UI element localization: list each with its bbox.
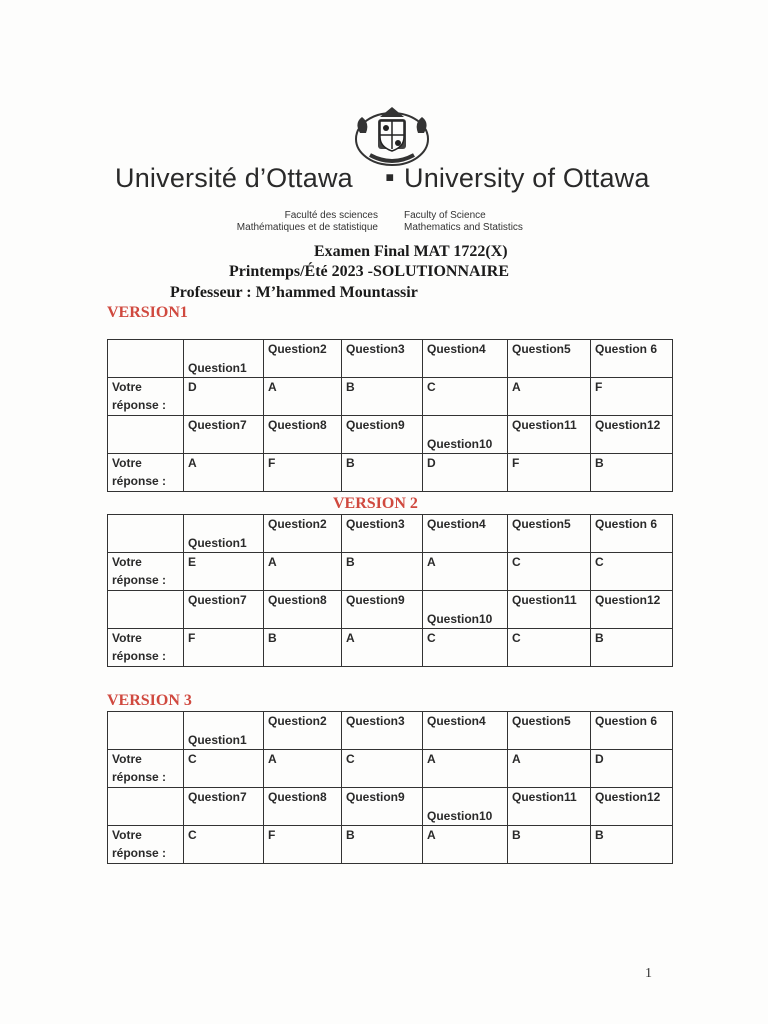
answer-cell: F (508, 454, 591, 492)
question-header: Question2 (264, 340, 342, 378)
question-header: Question4 (423, 712, 508, 750)
university-name-en: University of Ottawa (404, 163, 650, 193)
table-row (108, 378, 673, 416)
answer-cell: B (508, 826, 591, 864)
answer-cell: B (264, 629, 342, 667)
question-header: Question 6 (591, 340, 673, 378)
table-row (108, 454, 673, 492)
answer-cell: C (508, 553, 591, 591)
answer-cell: A (423, 553, 508, 591)
empty-cell (108, 591, 184, 629)
question-header: Question4 (423, 340, 508, 378)
answer-cell: D (184, 378, 264, 416)
question-header: Question7 (184, 788, 264, 826)
answer-cell: C (184, 826, 264, 864)
table-row (108, 416, 673, 454)
answer-cell: B (591, 454, 673, 492)
question-header: Question11 (508, 591, 591, 629)
answer-cell: B (591, 629, 673, 667)
answer-cell: A (423, 826, 508, 864)
question-header: Question12 (591, 788, 673, 826)
exam-title: Examen Final MAT 1722(X) (314, 243, 508, 260)
table-row (108, 750, 673, 788)
question-header: Question 6 (591, 515, 673, 553)
row-label: Votre réponse : (108, 826, 184, 864)
answer-cell: D (423, 454, 508, 492)
university-crest-icon (350, 103, 434, 171)
question-header: Question3 (342, 515, 423, 553)
faculty-en-line2: Mathematics and Statistics (404, 222, 523, 233)
question-header: Question8 (264, 416, 342, 454)
answer-cell: C (508, 629, 591, 667)
row-label: Votre réponse : (108, 750, 184, 788)
question-header: Question1 (184, 515, 264, 553)
page-number: 1 (645, 966, 652, 981)
answer-cell: B (342, 826, 423, 864)
exam-term: Printemps/Été 2023 -SOLUTIONNAIRE (229, 263, 510, 280)
answer-cell: F (591, 378, 673, 416)
question-header: Question10 (423, 416, 508, 454)
separator: ▪ (385, 162, 395, 192)
answer-cell: B (342, 378, 423, 416)
question-header: Question7 (184, 416, 264, 454)
question-header: Question4 (423, 515, 508, 553)
question-header: Question7 (184, 591, 264, 629)
answer-table (107, 514, 673, 667)
table-row (108, 788, 673, 826)
answer-cell: C (342, 750, 423, 788)
answer-cell: A (264, 750, 342, 788)
answer-cell: C (591, 553, 673, 591)
question-header: Question2 (264, 712, 342, 750)
answer-cell: C (423, 629, 508, 667)
table-row (108, 553, 673, 591)
faculty-fr-line1: Faculté des sciences (284, 210, 378, 221)
faculty-fr-line2: Mathématiques et de statistique (236, 222, 378, 233)
table-row (108, 629, 673, 667)
exam-professor: Professeur : M’hammed Mountassir (170, 284, 418, 301)
question-header: Question8 (264, 788, 342, 826)
version-label: VERSION 2 (333, 495, 418, 512)
question-header: Question3 (342, 340, 423, 378)
question-header: Question1 (184, 712, 264, 750)
question-header: Question12 (591, 591, 673, 629)
answer-cell: A (264, 378, 342, 416)
question-header: Question5 (508, 515, 591, 553)
answer-cell: A (184, 454, 264, 492)
table-row (108, 515, 673, 553)
question-header: Question5 (508, 340, 591, 378)
version-label: VERSION 3 (107, 692, 192, 709)
answer-cell: B (342, 454, 423, 492)
table-row (108, 826, 673, 864)
row-label: Votre réponse : (108, 378, 184, 416)
question-header: Question10 (423, 788, 508, 826)
answer-cell: C (423, 378, 508, 416)
question-header: Question11 (508, 788, 591, 826)
question-header: Question8 (264, 591, 342, 629)
faculty-en-line1: Faculty of Science (404, 210, 486, 221)
table-row (108, 340, 673, 378)
question-header: Question12 (591, 416, 673, 454)
table-row (108, 712, 673, 750)
question-header: Question 6 (591, 712, 673, 750)
faculty-en (404, 210, 604, 234)
answer-cell: F (264, 826, 342, 864)
question-header: Question9 (342, 591, 423, 629)
question-header: Question9 (342, 788, 423, 826)
version-label: VERSION1 (107, 304, 188, 321)
empty-cell (108, 416, 184, 454)
answer-table (107, 711, 673, 864)
empty-cell (108, 712, 184, 750)
answer-cell: F (264, 454, 342, 492)
question-header: Question2 (264, 515, 342, 553)
question-header: Question3 (342, 712, 423, 750)
answer-cell: A (508, 750, 591, 788)
answer-cell: A (423, 750, 508, 788)
answer-cell: A (264, 553, 342, 591)
question-header: Question9 (342, 416, 423, 454)
answer-cell: B (342, 553, 423, 591)
answer-cell: A (508, 378, 591, 416)
table-row (108, 591, 673, 629)
question-header: Question11 (508, 416, 591, 454)
question-header: Question5 (508, 712, 591, 750)
faculty-fr (214, 210, 378, 234)
answer-cell: E (184, 553, 264, 591)
answer-cell: F (184, 629, 264, 667)
row-label: Votre réponse : (108, 629, 184, 667)
university-name-fr: Université d’Ottawa (115, 163, 353, 193)
answer-cell: C (184, 750, 264, 788)
row-label: Votre réponse : (108, 553, 184, 591)
empty-cell (108, 515, 184, 553)
answer-cell: A (342, 629, 423, 667)
empty-cell (108, 788, 184, 826)
answer-cell: B (591, 826, 673, 864)
empty-cell (108, 340, 184, 378)
answer-table (107, 339, 673, 492)
row-label: Votre réponse : (108, 454, 184, 492)
question-header: Question10 (423, 591, 508, 629)
answer-cell: D (591, 750, 673, 788)
question-header: Question1 (184, 340, 264, 378)
